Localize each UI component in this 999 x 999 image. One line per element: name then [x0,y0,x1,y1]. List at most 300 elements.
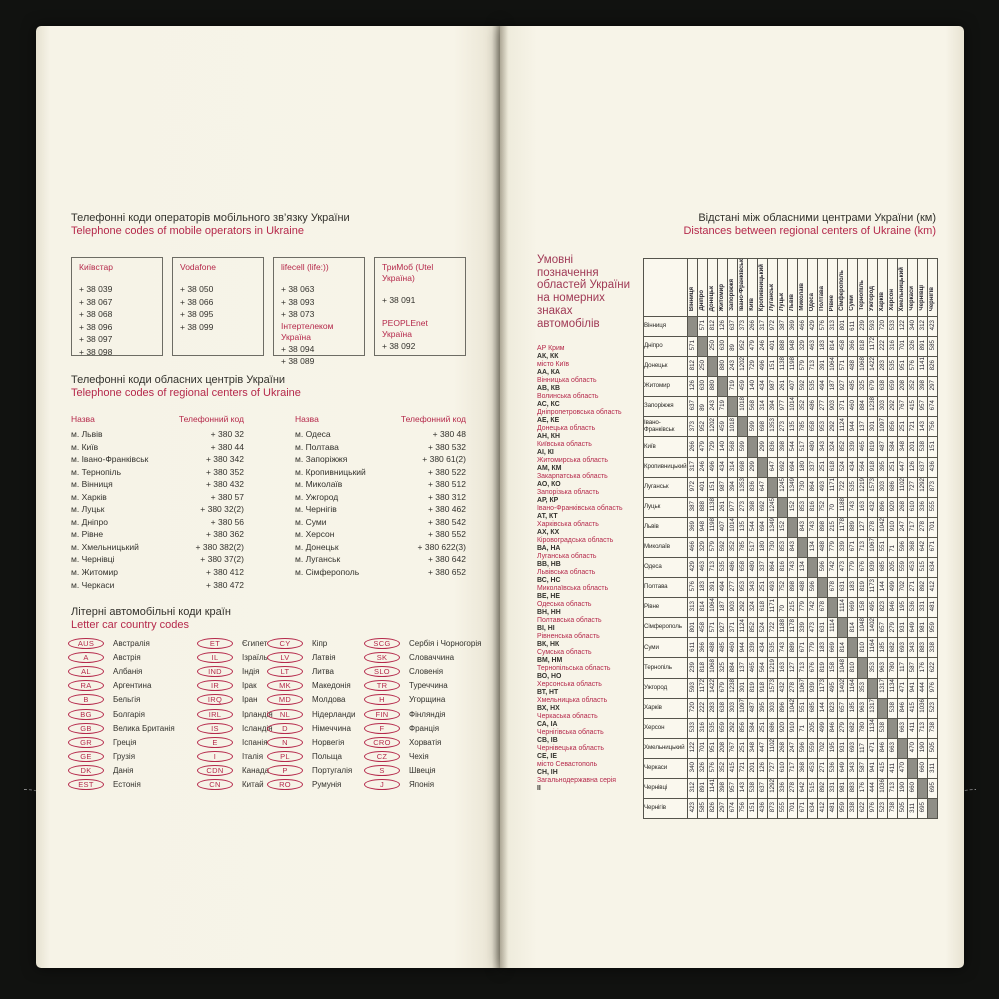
distance-value: 555 [928,500,936,512]
distance-cell [727,578,737,598]
distance-value: 713 [808,360,816,371]
distance-cell [687,357,697,377]
distance-value: 976 [928,681,936,693]
legend-item [537,729,645,745]
distance-cell [697,357,707,377]
distance-value: 843 [788,541,796,552]
distance-table-wrap [643,258,938,819]
distance-cell [727,477,737,497]
distance-cell [807,397,817,417]
distance-cell [747,336,757,356]
car-code-row [197,636,273,650]
distance-cell [827,578,837,598]
diagonal-cell [737,417,747,437]
distance-value: 1188 [778,618,786,632]
distance-value: 387 [778,320,786,331]
distance-cell [757,779,767,799]
distance-cell [817,738,827,758]
operator-code: + 38 068 [79,309,113,320]
distance-cell [867,758,877,778]
distance-value: 314 [758,400,766,411]
distance-value: 727 [768,762,776,773]
distance-value: 721 [738,762,746,773]
distance-cell [927,758,937,778]
car-codes-title-en: Letter car country codes [71,619,190,631]
distance-cell [757,738,767,758]
distance-cell [737,558,747,578]
distance-value: 918 [868,460,876,472]
distance-value: 401 [768,340,776,351]
diagonal-cell [867,678,877,698]
distance-cell [767,718,777,738]
car-code-row [68,650,175,664]
operator-box [172,257,264,356]
country-name: Болгарія [113,709,145,719]
distance-value: 465 [858,440,866,451]
distance-cell [727,799,737,819]
column-header [727,259,737,317]
distance-cell [887,678,897,698]
country-name: Словенія [409,666,444,676]
distance-cell [857,698,867,718]
city-name: м. Ужгород [295,491,339,502]
car-codes-section-title [71,606,231,632]
row-header: Чернігів [644,799,688,819]
distance-cell [857,718,867,738]
regional-codes-title-en: Telephone codes of regional centers of Ukraine [71,387,301,399]
distance-cell [777,477,787,497]
distance-cell [847,316,857,336]
car-code-row [68,750,175,764]
distance-value: 810 [858,641,866,652]
car-code-row [197,764,273,778]
distance-value: 415 [908,701,916,713]
distance-cell [847,758,857,778]
column-header-label: Кропивницький [759,263,766,311]
distance-cell [697,658,707,678]
country-name: Македонія [312,681,351,691]
distance-row [644,698,938,718]
distance-cell [757,698,767,718]
distance-value: 494 [718,581,726,592]
distances-title-en: Distances between regional centers of Ukraine (km) [683,225,936,237]
car-code-row [267,735,356,749]
distance-cell [777,336,787,356]
distance-cell [777,698,787,718]
distance-value: 480 [808,440,816,451]
distance-value: 1238 [728,678,736,693]
distance-cell [917,377,927,397]
distance-cell [837,336,847,356]
legend-region-name: Херсонська область [537,681,602,688]
diagonal-cell [767,477,777,497]
distance-value: 846 [878,742,886,753]
distance-cell [907,377,917,397]
distance-cell [797,698,807,718]
distance-value: 957 [918,400,926,411]
distance-value: 544 [748,521,756,532]
distance-row [644,598,938,618]
distance-value: 1036 [878,779,886,793]
distance-cell [797,779,807,799]
distance-cell [897,316,907,336]
distance-cell [737,517,747,537]
distance-cell [807,678,817,698]
legend-item [537,585,645,601]
legend-region-name: Загальнодержавна серія [537,777,616,784]
distance-value: 201 [908,440,916,451]
distance-header-row [644,259,938,317]
distance-value: 679 [718,681,726,693]
column-header [707,259,717,317]
distance-value: 592 [718,541,726,552]
legend-region-name: місто Севастополь [537,761,598,768]
distance-cell [747,678,757,698]
distance-cell [847,397,857,417]
distance-value: 343 [818,440,826,451]
distance-value: 143 [738,782,746,793]
distance-cell [927,658,937,678]
distance-cell [927,738,937,758]
distance-cell [737,658,747,678]
legend-region-name: Полтавська область [537,617,602,624]
distance-value: 535 [888,360,896,371]
distance-value: 559 [898,561,906,572]
distance-cell [707,678,717,698]
distance-cell [777,457,787,477]
country-code-badge: J [364,779,400,790]
country-name: Словаччина [409,652,455,662]
distance-value: 524 [838,460,846,472]
distances-title-uk: Відстані між обласними центрами України (км) [698,212,936,224]
regional-codes-title-uk: Телефонні коди обласних центрів України [71,374,286,386]
distance-value: 352 [798,400,806,411]
distance-cell [767,357,777,377]
distance-value: 634 [808,802,816,813]
distance-cell [707,437,717,457]
diagonal-cell [917,779,927,799]
distance-value: 401 [698,480,706,492]
column-header [897,259,907,317]
distance-value: 853 [798,500,806,512]
distance-cell [817,799,827,819]
distance-value: 564 [758,661,766,673]
distance-cell [897,578,907,598]
distance-cell [917,477,927,497]
column-header [767,259,777,317]
distance-value: 903 [828,400,836,411]
distance-cell [697,417,707,437]
legend-region-name: Харківська область [537,521,599,528]
distance-row [644,497,938,517]
distance-cell [877,417,887,437]
car-code-row [364,764,481,778]
distance-value: 1219 [858,477,866,492]
distance-value: 277 [728,581,736,592]
distance-cell [817,779,827,799]
country-name: Іран [242,695,258,705]
distance-value: 891 [698,782,706,793]
distance-cell [877,397,887,417]
distance-value: 279 [838,721,846,733]
city-name: м. Хмельницький [71,541,139,552]
distance-cell [717,698,727,718]
distance-cell [917,598,927,618]
car-code-row [197,707,273,721]
distance-cell [837,678,847,698]
distance-value: 471 [898,681,906,693]
car-code-row [197,664,273,678]
distance-value: 429 [808,320,816,331]
country-code-badge: IND [197,666,233,677]
distance-cell [697,779,707,799]
distance-cell [887,397,897,417]
operator-box [71,257,163,356]
distance-value: 657 [878,621,886,632]
distance-value: 466 [798,320,806,331]
distance-value: 587 [858,762,866,773]
legend-region-codes: СЕ, ІЕ [537,753,557,760]
distance-cell [767,678,777,698]
distance-value: 634 [928,561,936,572]
row-header: Івано-Франківськ [644,417,688,437]
column-header-label: Івано-Франківськ [739,259,746,311]
distance-value: 1245 [778,477,786,492]
legend-region-codes: ВК, НК [537,641,560,648]
city-name: м. Івано-Франківськ [71,454,149,465]
distance-value: 596 [818,561,826,572]
distance-value: 185 [878,641,886,652]
country-code-badge: S [364,765,400,776]
distance-cell [857,738,867,758]
distance-value: 611 [688,642,696,652]
diagonal-cell [797,537,807,557]
distance-cell [877,779,887,799]
distance-cell [897,658,907,678]
legend-item [537,361,645,377]
country-name: Греція [113,737,137,747]
distance-cell [767,638,777,658]
distance-value: 1134 [868,719,876,733]
distance-cell [817,558,827,578]
distance-value: 931 [898,621,906,632]
distance-value: 353 [858,681,866,693]
legend-item [537,409,645,425]
distance-cell [817,517,827,537]
distance-cell [687,598,697,618]
distance-value: 208 [898,380,906,391]
distance-value: 981 [838,782,846,793]
distance-value: 649 [838,762,846,773]
column-header [857,259,867,317]
distance-value: 702 [898,581,906,592]
distance-value: 1349 [788,477,796,492]
distance-value: 122 [688,742,696,753]
distance-value: 366 [848,340,856,351]
distance-value: 618 [758,601,766,612]
distance-cell [907,457,917,477]
distance-value: 663 [898,721,906,733]
row-header: Київ [644,437,688,457]
country-code-badge: A [68,652,104,663]
legend-region-name: Чернівецька область [537,745,604,752]
distance-cell [797,437,807,457]
diagonal-cell [827,598,837,618]
distance-value: 738 [888,802,896,813]
distance-cell [827,799,837,819]
regional-code-row [71,541,244,554]
distance-cell [927,357,937,377]
distance-value: 470 [908,742,916,753]
distance-cell [887,658,897,678]
country-name: Естонія [113,780,141,790]
distance-cell [687,698,697,718]
distance-cell [767,377,777,397]
regional-codes-section-title [71,374,301,400]
column-header-label: Суми [849,295,856,311]
distance-value: 317 [758,320,766,331]
country-name: Грузія [113,752,136,762]
distance-value: 713 [888,782,896,793]
distance-value: 564 [858,460,866,472]
distance-value: 251 [758,581,766,592]
distance-cell [847,497,857,517]
distance-cell [797,738,807,758]
distance-cell [747,738,757,758]
distance-value: 663 [888,742,896,753]
distance-value: 891 [918,340,926,351]
distance-cell [707,799,717,819]
distance-value: 1048 [858,618,866,633]
distance-value: 201 [748,762,756,773]
distance-cell [867,397,877,417]
distance-cell [797,477,807,497]
code-header: Телефонний код [400,414,466,424]
distance-value: 1014 [788,397,796,412]
distance-cell [827,397,837,417]
distance-value: 1068 [858,357,866,371]
distance-value: 1102 [898,478,906,492]
distance-value: 571 [838,360,846,371]
distance-cell [837,718,847,738]
country-code-badge: H [364,694,400,705]
distance-cell [877,537,887,557]
distance-value: 1164 [848,678,856,693]
distance-cell [807,497,817,517]
distance-cell [827,758,837,778]
distance-cell [787,598,797,618]
distance-cell [737,336,747,356]
regional-code-row [295,528,466,541]
country-name: Туреччина [409,681,448,691]
distance-cell [717,578,727,598]
car-code-row [267,693,356,707]
distance-cell [857,558,867,578]
distance-value: 487 [878,440,886,451]
distance-cell [837,779,847,799]
city-code: + 380 642 [427,554,466,565]
distance-value: 423 [928,320,936,331]
country-code-badge: LV [267,652,303,663]
distance-value: 89 [698,403,706,411]
car-code-row [68,721,175,735]
distance-cell [867,799,877,819]
car-code-row [267,650,356,664]
distance-cell [917,638,927,658]
distance-cell [847,377,857,397]
country-code-badge: RO [267,779,303,790]
distance-cell [847,336,857,356]
distance-cell [727,598,737,618]
distance-value: 584 [888,440,896,451]
distance-cell [727,618,737,638]
distance-value: 720 [878,320,886,331]
distance-cell [707,758,717,778]
legend-region-name: Луганська область [537,553,597,560]
name-header: Назва [295,414,319,424]
city-code: + 380 552 [427,529,466,540]
regional-left-header [71,413,244,425]
distance-value: 1178 [838,518,846,532]
operator-name: Vodafone [180,262,216,272]
distance-value: 1353 [738,477,746,492]
distance-value: 183 [698,581,706,592]
column-header [787,259,797,317]
distance-value: 698 [758,420,766,431]
distance-cell [877,658,887,678]
country-name: Японія [409,780,435,790]
distance-value: 898 [818,521,826,532]
distance-cell [757,437,767,457]
distance-value: 981 [918,621,926,632]
distance-cell [707,457,717,477]
distance-value: 444 [868,782,876,793]
distance-value: 268 [778,742,786,753]
distance-value: 303 [878,400,886,411]
distance-value: 536 [908,601,916,612]
distance-value: 927 [718,621,726,632]
column-header [917,259,927,317]
distance-cell [827,718,837,738]
distance-cell [877,799,887,819]
distance-cell [797,578,807,598]
operator-block [79,262,155,359]
distance-row [644,738,938,758]
distance-value: 495 [868,601,876,612]
distance-value: 729 [748,360,756,371]
distance-value: 538 [748,782,756,793]
distance-value: 959 [928,621,936,632]
distance-value: 713 [798,661,806,673]
distance-cell [917,397,927,417]
row-header: Хмельницький [644,738,688,758]
distance-cell [917,658,927,678]
distance-cell [747,477,757,497]
distance-cell [737,397,747,417]
distance-value: 1402 [838,678,846,693]
legend-item [537,537,645,553]
legend-region-name: Житомирська область [537,457,609,464]
country-name: Австрія [113,652,141,662]
column-header-label: Одеса [809,292,816,311]
diagonal-cell [877,698,887,718]
distance-cell [777,377,787,397]
distance-cell [757,417,767,437]
distance-value: 819 [868,440,876,451]
distance-value: 538 [878,721,886,733]
distance-cell [697,517,707,537]
row-header: Запоріжжя [644,397,688,417]
